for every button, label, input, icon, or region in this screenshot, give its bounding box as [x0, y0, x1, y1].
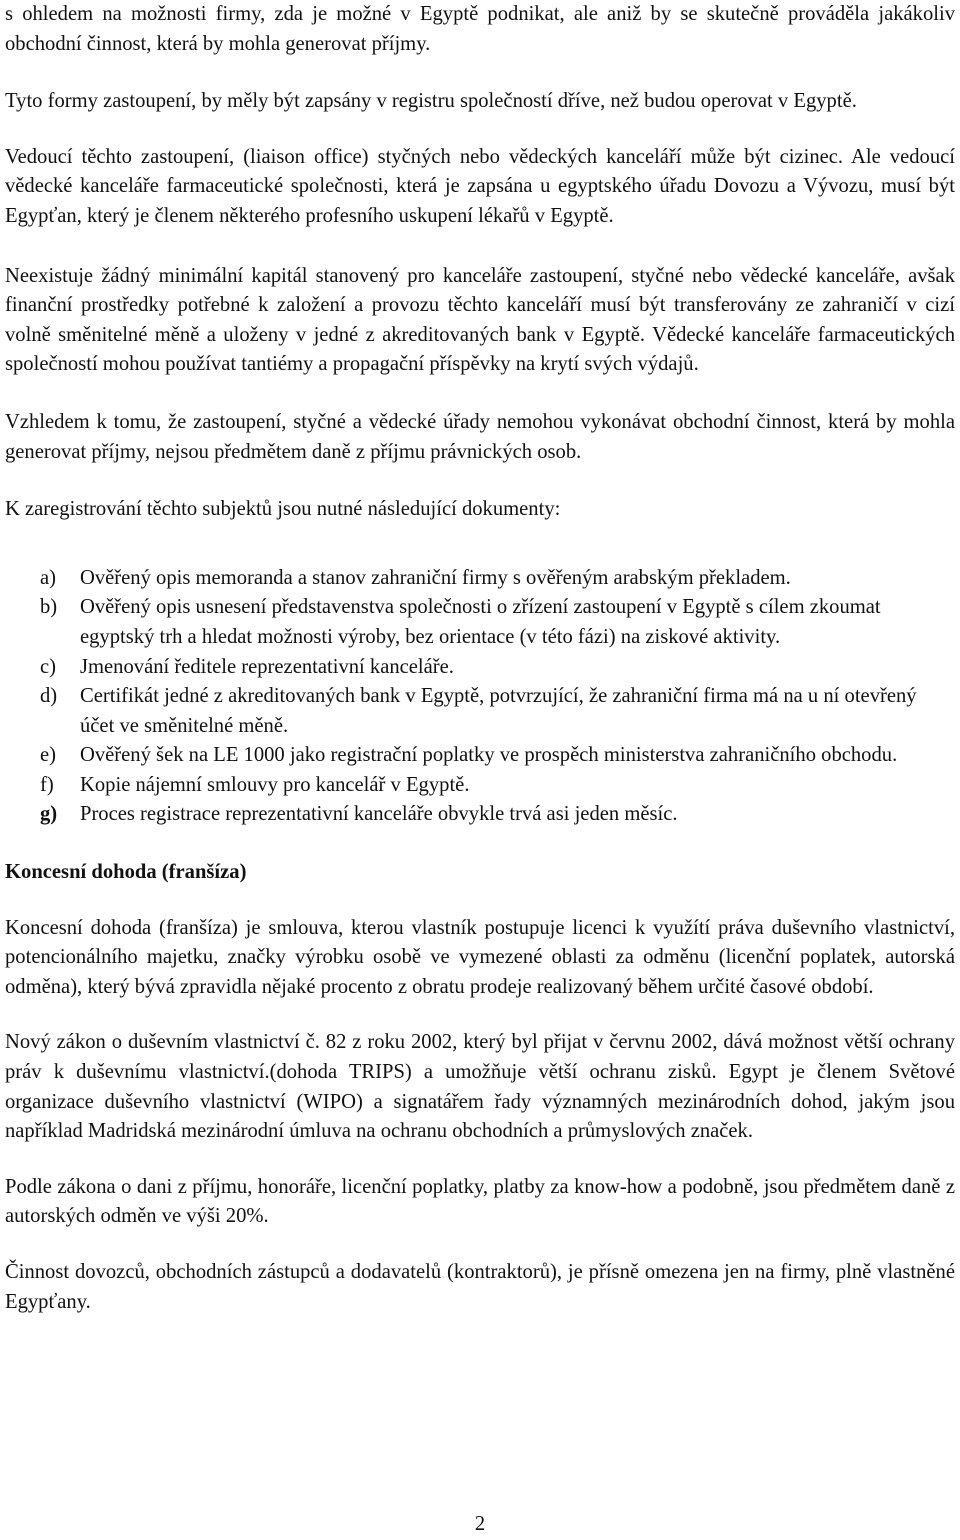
paragraph-ip-law: Nový zákon o duševním vlastnictví č. 82 z roku 2002, který byl přijat v červnu 2002, dává možnost větší ochrany práv k duševnímu vlastnictví.(dohoda TRIPS) a umožňuje větší ochranu zisků. Egypt je členem Světové organizace duševního vlastnictví (WIPO) a signatářem řady významných mezinárodních dohod, jakým jsou například Madridská mezinárodní úmluva na ochranu obchodních a průmyslových značek.: [5, 1031, 955, 1143]
paragraph-registration: Tyto formy zastoupení, by měly být zapsány v registru společností dříve, než budou operovat v Egyptě.: [5, 90, 857, 113]
list-item-text: Ověřený opis usnesení představenstva společnosti o zřízení zastoupení v Egyptě s cílem zkoumat egyptský trh a hledat možnosti výroby, bez orientace (v této fázi) na ziskové aktivity.: [80, 596, 881, 648]
list-marker: c): [40, 655, 56, 678]
list-item: [5, 682, 955, 741]
page-number: 2: [474, 1513, 486, 1535]
paragraph-minimum-capital: Neexistuje žádný minimální kapitál stanovený pro kanceláře zastoupení, styčné nebo vědecké kanceláře, avšak finanční prostředky potřebné k založení a provozu těchto kanceláří musí být transferovány ze zahraničí v cizí volně směnitelné měně a uloženy v jedné z akreditovaných bank v Egyptě. Vědecké kanceláře farmaceutických společností mohou používat tantiémy a propagační příspěvky na krytí svých výdajů.: [5, 264, 955, 376]
paragraph-intro-continuation: s ohledem na možnosti firmy, zda je možné v Egyptě podnikat, ale aniž by se skutečně prováděla jakákoliv obchodní činnost, která by mohla generovat příjmy.: [5, 3, 955, 55]
list-marker: f): [40, 773, 54, 796]
list-item: [5, 800, 955, 830]
paragraph-importers-restriction: Činnost dovozců, obchodních zástupců a dodavatelů (kontraktorů), je přísně omezena jen na firmy, plně vlastněné Egypťany.: [5, 1261, 955, 1313]
list-item-text: Ověřený opis memoranda a stanov zahraniční firmy s ověřeným arabským překladem.: [80, 566, 791, 589]
list-item: [5, 741, 955, 771]
paragraph-tax-exemption: Vzhledem k tomu, že zastoupení, styčné a vědecké úřady nemohou vykonávat obchodní činnost, která by mohla generovat příjmy, nejsou předmětem daně z příjmu právnických osob.: [5, 410, 955, 463]
required-documents-list: [5, 564, 955, 830]
list-marker: d): [40, 685, 58, 708]
paragraph-royalty-tax: Podle zákona o dani z příjmu, honoráře, licenční poplatky, platby za know-how a podobně, jsou předmětem daně z autorských odměn ve výši 20%.: [5, 1175, 955, 1228]
paragraph-franchise-definition: Koncesní dohoda (franšíza) je smlouva, kterou vlastník postupuje licenci k využítí práva duševního vlastnictví, potencionálního majetku, značky výrobku osobě ve vymezené oblasti za odměnu (licenční poplatek, autorská odměna), který bývá zpravidla nějaké procento z obratu prodeje realizovaný během určité časové období.: [5, 916, 955, 998]
list-item-text: Ověřený šek na LE 1000 jako registrační poplatky ve prospěch ministerstva zahraničního obchodu.: [80, 744, 898, 767]
list-marker: a): [40, 566, 56, 589]
paragraph-office-heads: Vedoucí těchto zastoupení, (liaison office) styčných nebo vědeckých kanceláří může být cizinec. Ale vedoucí vědecké kanceláře farmaceutické společnosti, která je zapsána u egyptského úřadu Dovozu a Vývozu, musí být Egypťan, který je členem některého profesního uskupení lékařů v Egyptě.: [5, 145, 955, 227]
list-item-text: Kopie nájemní smlouvy pro kancelář v Egyptě.: [80, 773, 470, 796]
paragraph-required-documents: K zaregistrování těchto subjektů jsou nutné následující dokumenty:: [5, 498, 561, 521]
section-heading-franchise: Koncesní dohoda (franšíza): [5, 861, 247, 884]
list-item: [5, 771, 955, 801]
list-item-text: Jmenování ředitele reprezentativní kanceláře.: [80, 655, 454, 678]
list-item-text: Proces registrace reprezentativní kanceláře obvykle trvá asi jeden měsíc.: [80, 803, 678, 826]
list-marker: g): [40, 803, 58, 826]
list-marker: b): [40, 596, 58, 619]
document-page: [5, 0, 955, 1317]
list-item: [5, 564, 955, 594]
list-marker: e): [40, 744, 56, 767]
list-item: [5, 593, 955, 652]
list-item-text: Certifikát jedné z akreditovaných bank v Egyptě, potvrzující, že zahraniční firma má na u ní otevřený účet ve směnitelné měně.: [80, 685, 917, 737]
list-item: [5, 653, 955, 683]
